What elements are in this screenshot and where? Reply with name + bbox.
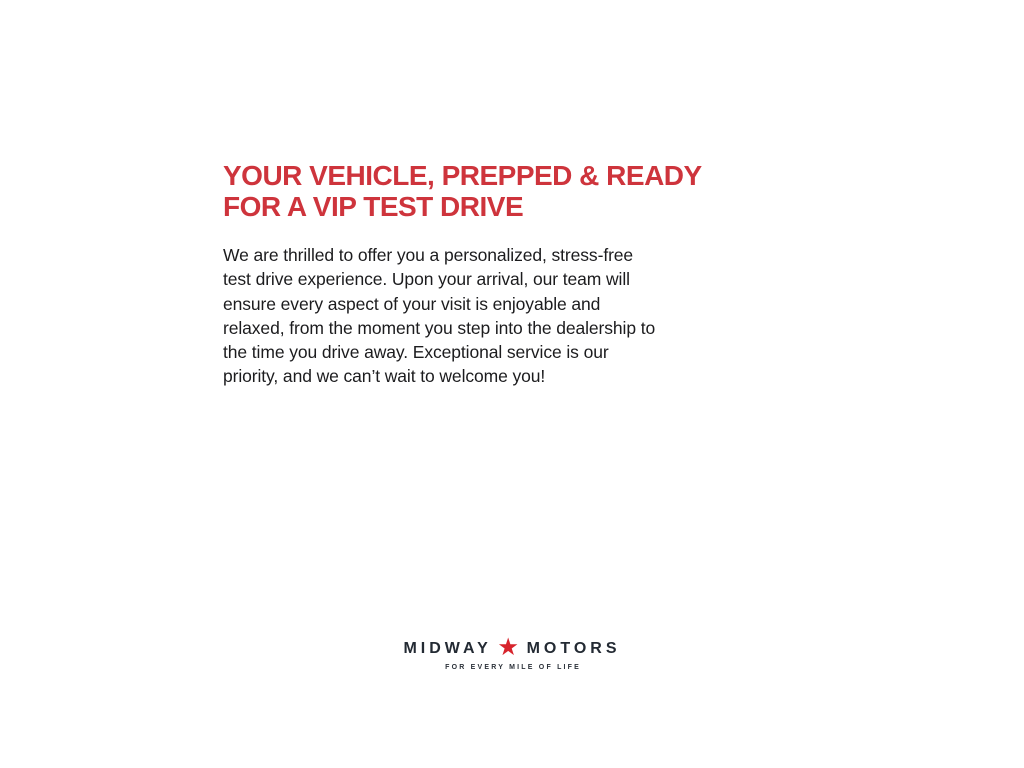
heading-line-2: FOR A VIP TEST DRIVE: [223, 191, 524, 222]
paragraph-line: test drive experience. Upon your arrival, our team will: [223, 269, 630, 290]
logo-wordmark: [403, 638, 620, 659]
logo-tagline: FOR EVERY MILE OF LIFE: [445, 664, 582, 671]
page-title: [223, 160, 783, 222]
paragraph-line: priority, and we can’t wait to welcome you!: [223, 366, 546, 387]
brand-word-motors: MOTORS: [526, 639, 621, 657]
heading-line-1: YOUR VEHICLE, PREPPED & READY: [223, 160, 702, 191]
paragraph-line: relaxed, from the moment you step into the dealership to: [223, 317, 656, 338]
midway-motors-logo: [0, 638, 1024, 671]
star-icon: ★: [498, 636, 518, 659]
intro-paragraph: [223, 243, 783, 389]
brand-word-midway: MIDWAY: [403, 639, 492, 657]
paragraph-line: the time you drive away. Exceptional service is our: [223, 342, 609, 363]
content-block: [223, 160, 783, 389]
paragraph-line: ensure every aspect of your visit is enjoyable and: [223, 293, 601, 314]
paragraph-line: We are thrilled to offer you a personalized, stress-free: [223, 245, 634, 265]
